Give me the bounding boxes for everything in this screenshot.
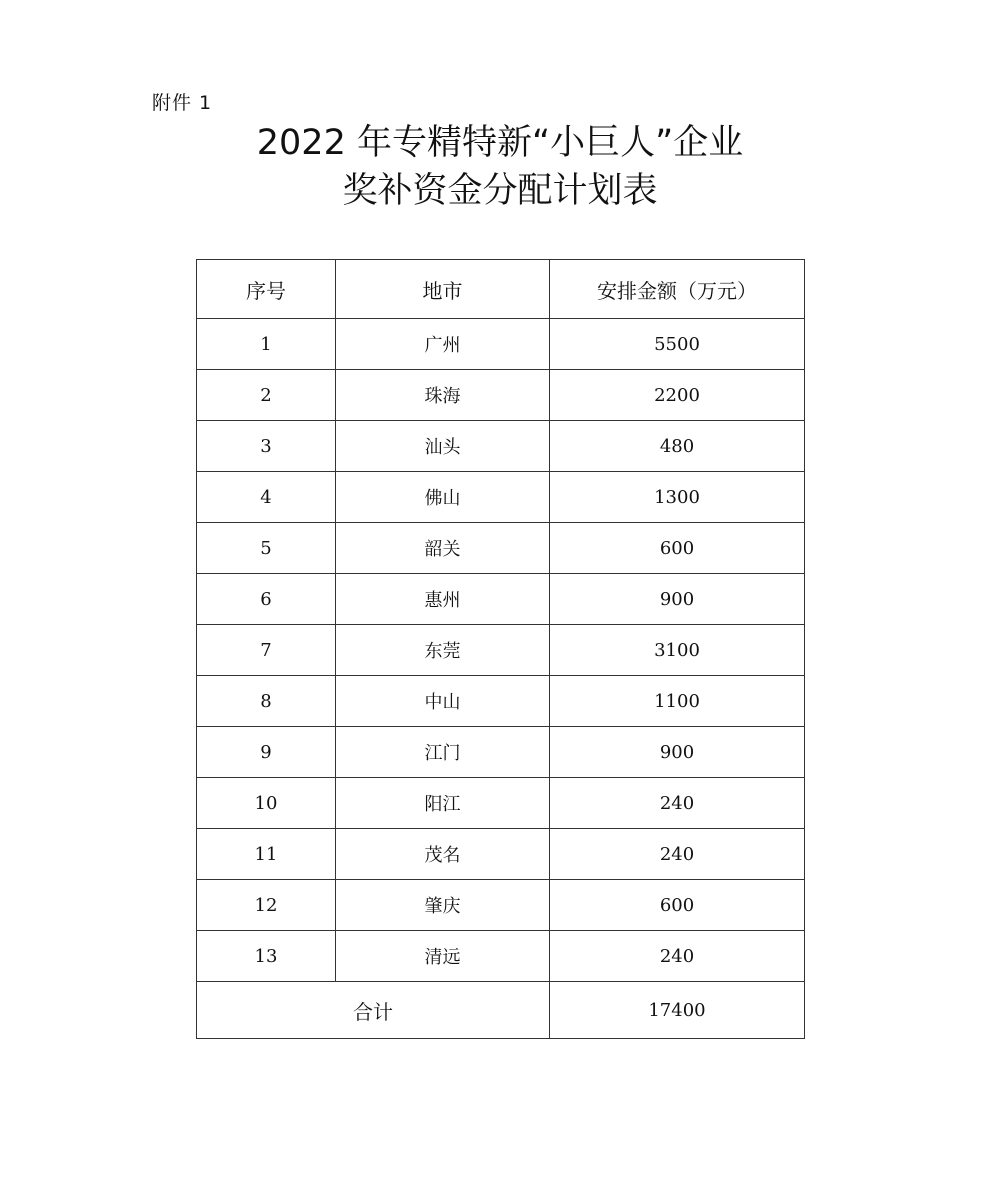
- row-city: 韶关: [336, 523, 550, 574]
- row-city: 阳江: [336, 778, 550, 829]
- row-city: 中山: [336, 676, 550, 727]
- row-serial-number: 5: [197, 523, 336, 574]
- table-row: [197, 778, 805, 829]
- total-row: [197, 982, 805, 1039]
- attachment-label: 附件 1: [152, 92, 213, 114]
- row-city: 广州: [336, 319, 550, 370]
- row-city: 清远: [336, 931, 550, 982]
- row-city: 惠州: [336, 574, 550, 625]
- row-amount: 5500: [550, 319, 805, 370]
- row-amount: 240: [550, 931, 805, 982]
- row-city: 肇庆: [336, 880, 550, 931]
- row-city: 江门: [336, 727, 550, 778]
- header-serial-number: 序号: [197, 260, 336, 319]
- row-serial-number: 2: [197, 370, 336, 421]
- header-amount: 安排金额（万元）: [550, 260, 805, 319]
- row-amount: 480: [550, 421, 805, 472]
- table-row: [197, 931, 805, 982]
- table-row: [197, 625, 805, 676]
- row-amount: 3100: [550, 625, 805, 676]
- row-amount: 600: [550, 880, 805, 931]
- row-amount: 900: [550, 574, 805, 625]
- document-title-line-2: 奖补资金分配计划表: [342, 171, 658, 211]
- row-city: 汕头: [336, 421, 550, 472]
- allocation-table: [196, 259, 805, 1039]
- row-city: 茂名: [336, 829, 550, 880]
- table-row: [197, 472, 805, 523]
- row-serial-number: 10: [197, 778, 336, 829]
- row-serial-number: 1: [197, 319, 336, 370]
- table-row: [197, 829, 805, 880]
- row-serial-number: 13: [197, 931, 336, 982]
- table-row: [197, 421, 805, 472]
- row-amount: 600: [550, 523, 805, 574]
- row-serial-number: 8: [197, 676, 336, 727]
- row-serial-number: 3: [197, 421, 336, 472]
- document-title-line-1: 2022 年专精特新“小巨人”企业: [256, 123, 744, 163]
- row-serial-number: 12: [197, 880, 336, 931]
- table-row: [197, 676, 805, 727]
- header-city: 地市: [336, 260, 550, 319]
- row-serial-number: 6: [197, 574, 336, 625]
- table-row: [197, 370, 805, 421]
- total-amount: 17400: [550, 982, 805, 1039]
- row-city: 东莞: [336, 625, 550, 676]
- row-serial-number: 11: [197, 829, 336, 880]
- row-amount: 900: [550, 727, 805, 778]
- table-row: [197, 727, 805, 778]
- table-row: [197, 523, 805, 574]
- table-row: [197, 880, 805, 931]
- row-amount: 1300: [550, 472, 805, 523]
- table-header-row: [197, 260, 805, 319]
- total-label: 合计: [197, 982, 550, 1039]
- table-row: [197, 574, 805, 625]
- row-serial-number: 9: [197, 727, 336, 778]
- row-city: 珠海: [336, 370, 550, 421]
- row-serial-number: 4: [197, 472, 336, 523]
- row-serial-number: 7: [197, 625, 336, 676]
- row-amount: 240: [550, 829, 805, 880]
- row-amount: 1100: [550, 676, 805, 727]
- row-city: 佛山: [336, 472, 550, 523]
- table-row: [197, 319, 805, 370]
- row-amount: 2200: [550, 370, 805, 421]
- row-amount: 240: [550, 778, 805, 829]
